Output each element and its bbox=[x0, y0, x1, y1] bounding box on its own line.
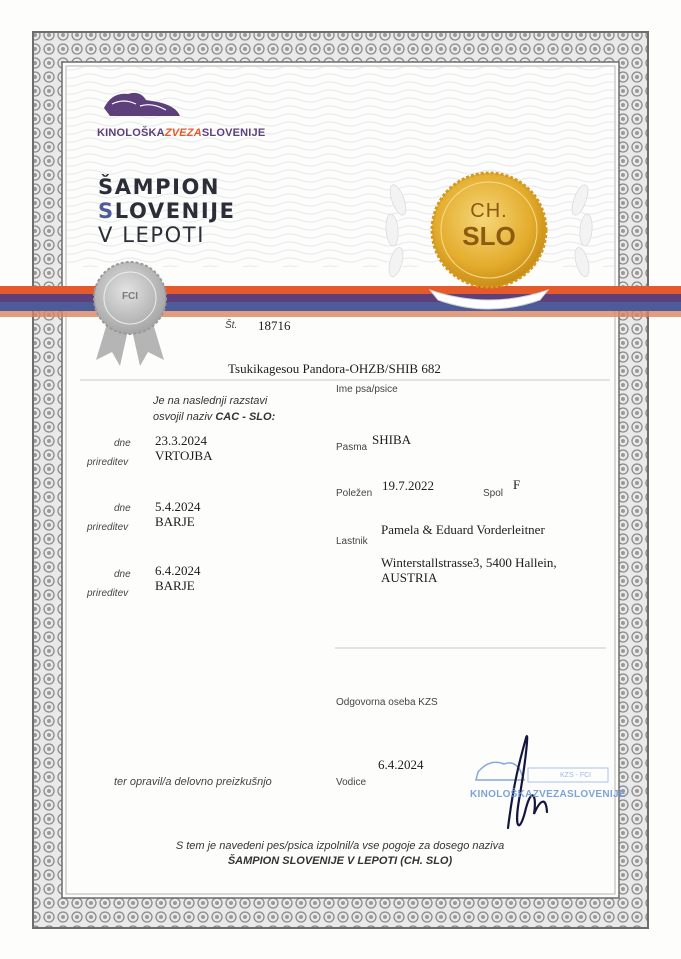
place-label: Vodice bbox=[336, 777, 367, 788]
show3-organizer: BARJE bbox=[155, 578, 195, 593]
signature-date: 6.4.2024 bbox=[378, 757, 424, 772]
organization-name bbox=[97, 127, 265, 139]
show1-date: 23.3.2024 bbox=[155, 433, 207, 448]
fci-badge-text: FCI bbox=[121, 291, 139, 302]
sex-label: Spol bbox=[483, 488, 504, 499]
seal-text bbox=[440, 200, 538, 249]
intro-title: CAC - SLO: bbox=[215, 411, 276, 423]
dog-name: Tsukikagesou Pandora-OHZB/SHIB 682 bbox=[228, 361, 441, 376]
number-label: Št. bbox=[225, 320, 238, 331]
seal-line1: CH. bbox=[470, 200, 508, 222]
show2-organizer-label: prireditev bbox=[87, 522, 129, 533]
work-test-label: ter opravil/a delovno preizkušnjo bbox=[114, 776, 272, 788]
statement-line1: S tem je navedeni pes/psica izpolnil/a vse pogoje za dosego naziva bbox=[175, 840, 505, 852]
show3-organizer-label: prireditev bbox=[87, 588, 129, 599]
show1-date-label: dne bbox=[114, 438, 131, 449]
stamp-text: KINOLOŠKAZVEZASLOVENIJE bbox=[470, 789, 626, 800]
owner-name: Pamela & Eduard Vorderleitner bbox=[381, 522, 545, 537]
title-line1: ŠAMPION bbox=[98, 175, 221, 199]
title-line2-rest: LOVENIJE bbox=[114, 199, 236, 223]
stamp-small-text: KZS - FCI bbox=[560, 772, 592, 779]
born-date: 19.7.2022 bbox=[382, 478, 434, 493]
org-name-part2: ZVEZA bbox=[164, 127, 202, 139]
title-line2-initial: S bbox=[98, 199, 115, 223]
intro-line2-prefix: osvojil naziv bbox=[153, 411, 216, 423]
final-statement bbox=[80, 839, 600, 869]
show2-date: 5.4.2024 bbox=[155, 499, 201, 514]
dog-name-label: Ime psa/psice bbox=[336, 384, 398, 395]
intro-line1: Je na naslednji razstavi bbox=[153, 395, 268, 407]
certificate-title bbox=[98, 175, 236, 247]
fci-badge-icon bbox=[94, 262, 166, 366]
born-label: Poležen bbox=[336, 488, 373, 499]
org-name-part1: KINOLOŠKA bbox=[97, 127, 165, 139]
intro-text bbox=[153, 393, 275, 425]
breed-value: SHIBA bbox=[372, 432, 412, 447]
owner-address-line1: Winterstallstrasse3, 5400 Hallein, bbox=[381, 555, 557, 570]
show3-date-label: dne bbox=[114, 569, 131, 580]
owner-label: Lastnik bbox=[336, 536, 368, 547]
owner-address-line2: AUSTRIA bbox=[381, 570, 438, 585]
show2-date-label: dne bbox=[114, 503, 131, 514]
seal-line2: SLO bbox=[462, 221, 516, 251]
title-line3: V LEPOTI bbox=[98, 223, 206, 247]
show1-organizer-label: prireditev bbox=[87, 457, 129, 468]
certificate-number: 18716 bbox=[258, 318, 291, 333]
sex-value: F bbox=[513, 477, 521, 492]
show2-organizer: BARJE bbox=[155, 514, 195, 529]
show1-organizer: VRTOJBA bbox=[155, 448, 213, 463]
responsible-person-label: Odgovorna oseba KZS bbox=[336, 697, 438, 708]
org-name-part3: SLOVENIJE bbox=[201, 127, 266, 139]
statement-line2: ŠAMPION SLOVENIJE V LEPOTI (CH. SLO) bbox=[227, 855, 453, 867]
show3-date: 6.4.2024 bbox=[155, 563, 201, 578]
breed-label: Pasma bbox=[336, 442, 368, 453]
